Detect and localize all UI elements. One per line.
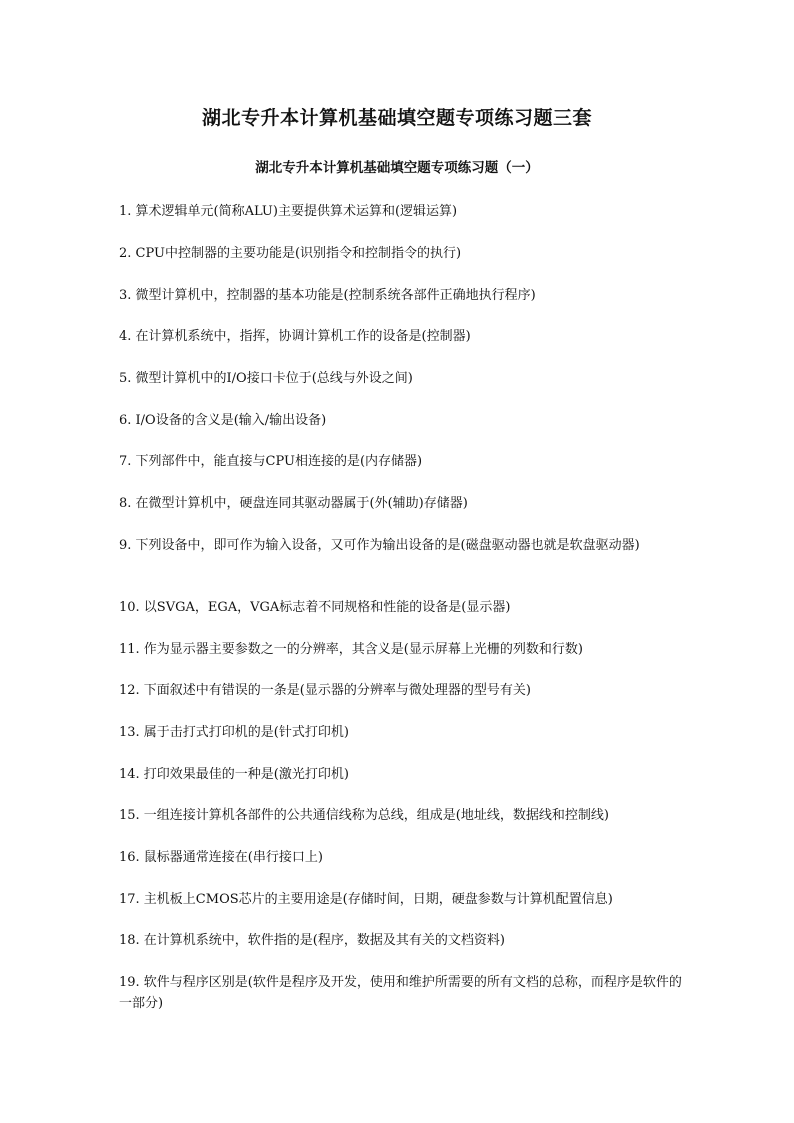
question-item-17: 17. 主机板上CMOS芯片的主要用途是(存储时间，日期，硬盘参数与计算机配置信息) bbox=[119, 892, 613, 907]
question-item-19: 19. 软件与程序区别是(软件是程序及开发，使用和维护所需要的所有文档的总称，而程序是软件的一部分) bbox=[119, 975, 682, 1011]
question-item-8: 8. 在微型计算机中，硬盘连同其驱动器属于(外(辅助)存储器) bbox=[119, 496, 468, 511]
question-item-3: 3. 微型计算机中，控制器的基本功能是(控制系统各部件正确地执行程序) bbox=[119, 288, 536, 303]
section-title: 湖北专升本计算机基础填空题专项练习题（一） bbox=[255, 160, 539, 176]
question-item-10: 10. 以SVGA，EGA，VGA标志着不同规格和性能的设备是(显示器) bbox=[119, 600, 511, 615]
question-item-18: 18. 在计算机系统中，软件指的是(程序，数据及其有关的文档资料) bbox=[119, 933, 505, 948]
document-title: 湖北专升本计算机基础填空题专项练习题三套 bbox=[201, 107, 592, 129]
question-item-14: 14. 打印效果最佳的一种是(激光打印机) bbox=[119, 767, 349, 782]
question-item-9: 9. 下列设备中，即可作为输入设备，又可作为输出设备的是(磁盘驱动器也就是软盘驱动器) bbox=[119, 538, 640, 553]
question-item-11: 11. 作为显示器主要参数之一的分辨率，其含义是(显示屏幕上光栅的列数和行数) bbox=[119, 642, 583, 657]
question-item-16: 16. 鼠标器通常连接在(串行接口上) bbox=[119, 850, 323, 865]
question-item-4: 4. 在计算机系统中，指挥，协调计算机工作的设备是(控制器) bbox=[119, 329, 471, 344]
question-item-12: 12. 下面叙述中有错误的一条是(显示器的分辨率与微处理器的型号有关) bbox=[119, 683, 531, 698]
question-item-6: 6. I/O设备的含义是(输入/输出设备) bbox=[119, 413, 327, 428]
question-item-2: 2. CPU中控制器的主要功能是(识别指令和控制指令的执行) bbox=[119, 246, 462, 261]
question-item-15: 15. 一组连接计算机各部件的公共通信线称为总线，组成是(地址线，数据线和控制线) bbox=[119, 808, 609, 823]
question-item-13: 13. 属于击打式打印机的是(针式打印机) bbox=[119, 725, 349, 740]
question-item-1: 1. 算术逻辑单元(简称ALU)主要提供算术运算和(逻辑运算) bbox=[119, 204, 458, 219]
question-item-5: 5. 微型计算机中的I/O接口卡位于(总线与外设之间) bbox=[119, 371, 413, 386]
question-item-7: 7. 下列部件中，能直接与CPU相连接的是(内存储器) bbox=[119, 454, 423, 469]
